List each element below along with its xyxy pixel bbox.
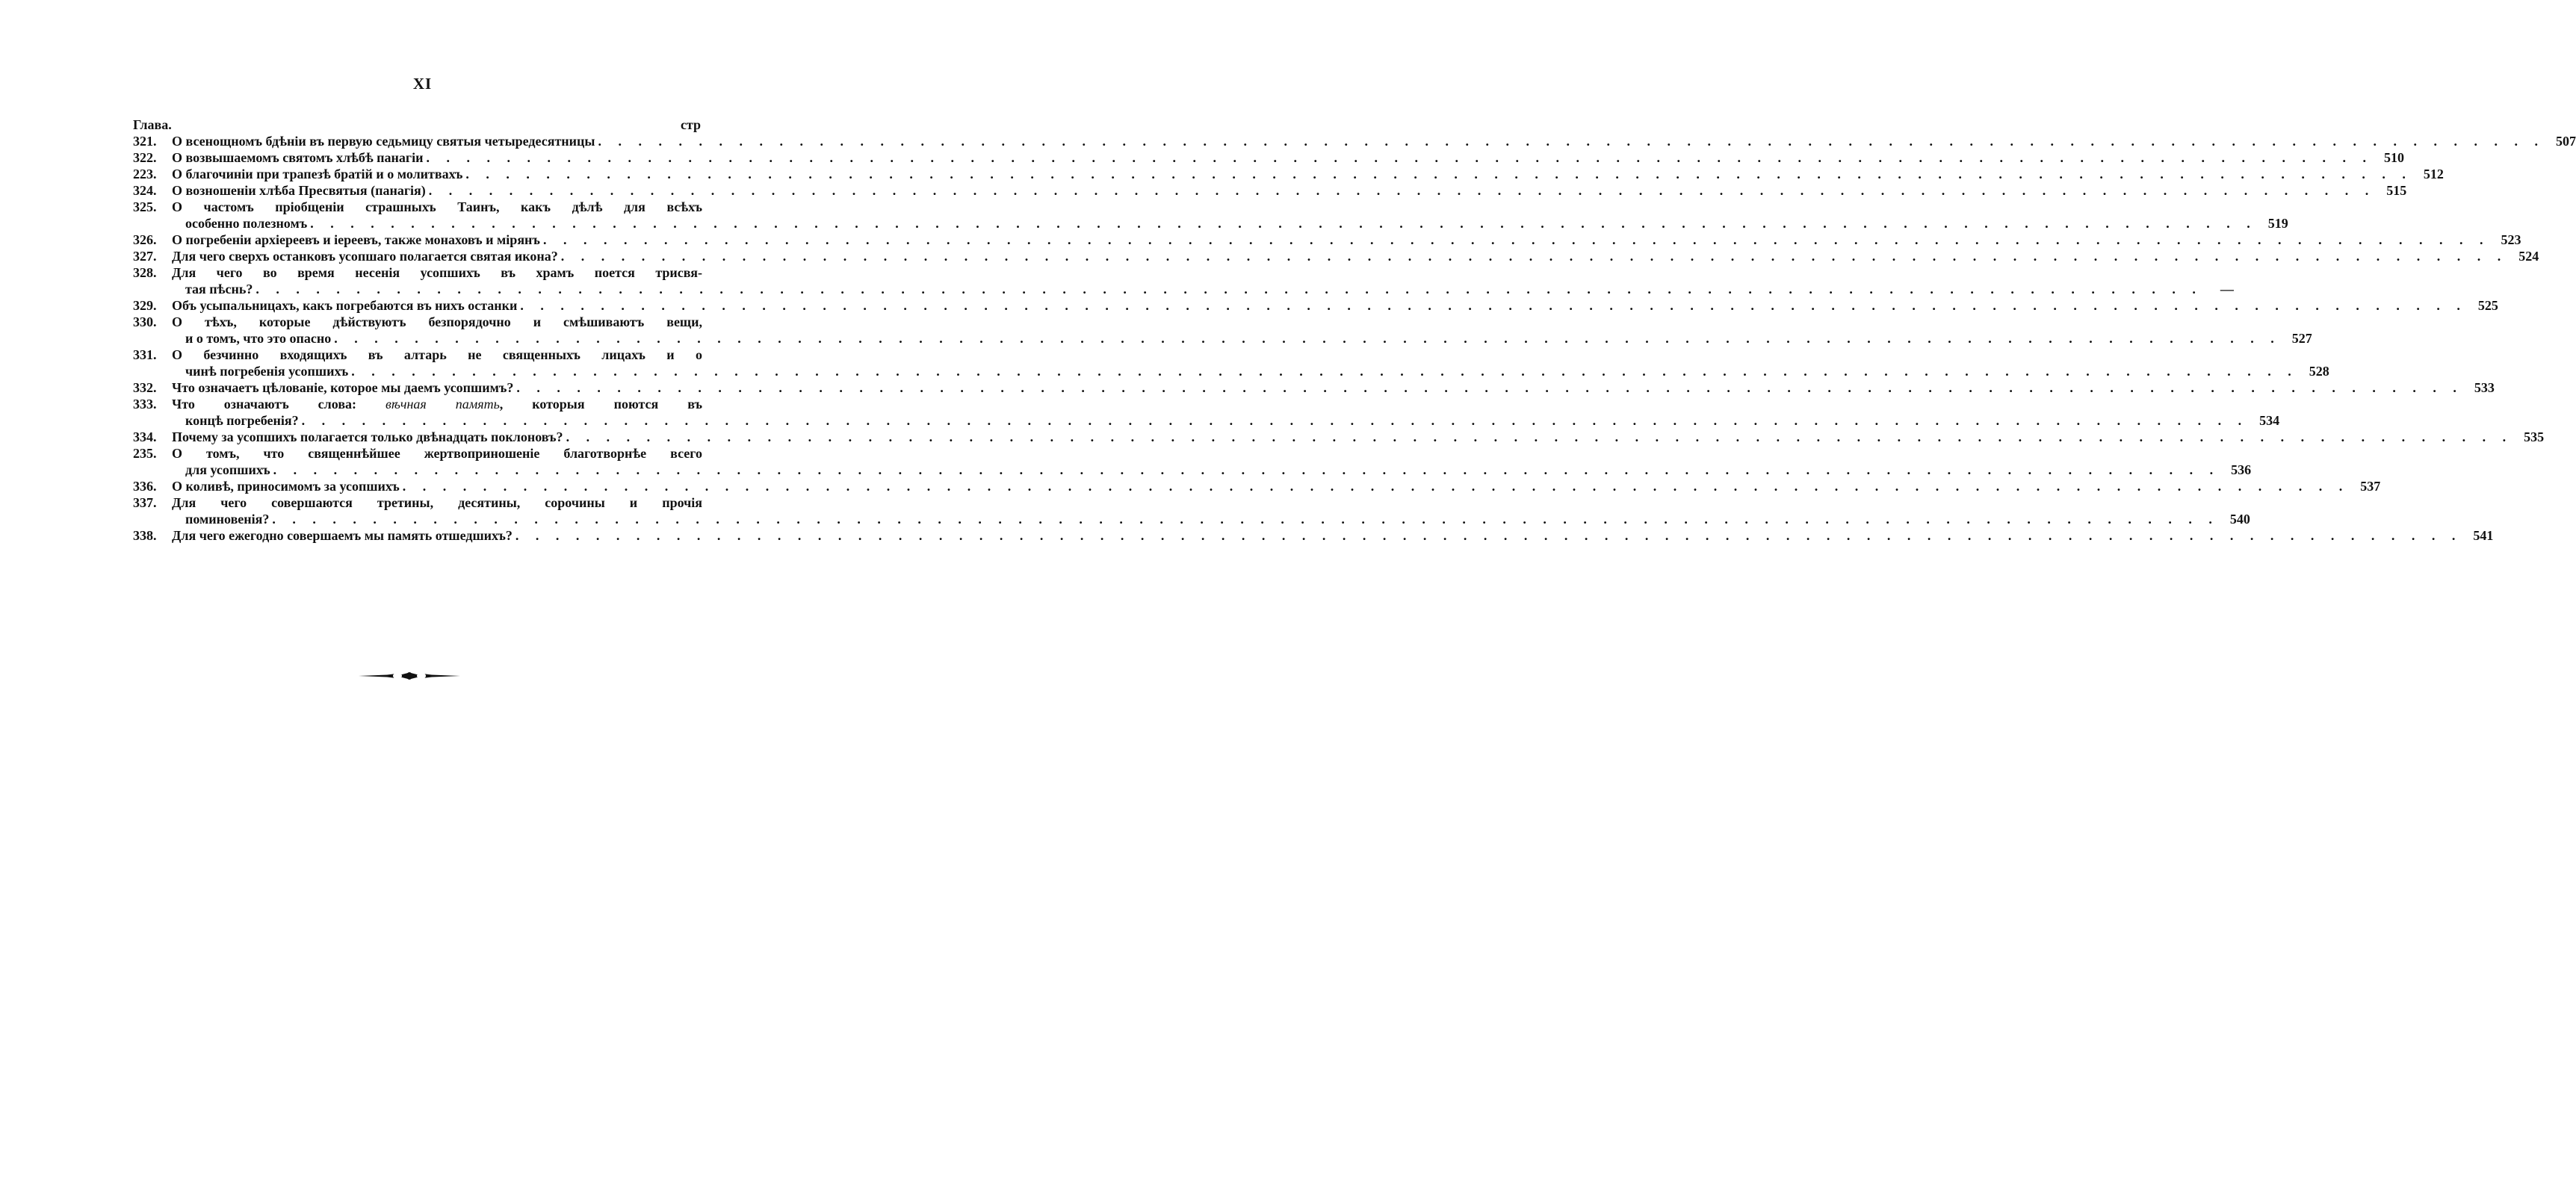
- chapter-number: 327.: [133, 249, 157, 264]
- dot-leader: [426, 182, 2379, 199]
- page-reference: 535: [2524, 429, 2545, 444]
- toc-entry: [133, 347, 2329, 379]
- title-line: [172, 297, 2498, 314]
- chapter-number: 331.: [133, 347, 157, 362]
- title-text: О погребеніи архіереевъ и іереевъ, также монаховъ и мірянъ: [172, 232, 540, 247]
- title-text: [172, 396, 702, 412]
- title-line: [172, 429, 2545, 445]
- toc-entry: [133, 199, 2288, 232]
- italic-phrase: вѣчная память: [386, 397, 500, 412]
- ornamental-divider: [357, 666, 462, 686]
- title-text: Для чего совершаются третины, десятины, сорочины и прочія: [172, 495, 702, 510]
- title-text: О томъ, что священнѣйшее жертвоприношеніе благотворнѣе всего: [172, 446, 702, 461]
- chapter-title: [172, 248, 2539, 264]
- toc-entry: [133, 248, 2539, 264]
- chapter-title: [172, 133, 2576, 149]
- page-reference: 524: [2518, 249, 2539, 264]
- title-line: [172, 445, 702, 462]
- title-text-part: Что означаютъ слова:: [172, 397, 386, 412]
- dot-leader: [558, 248, 2511, 264]
- title-line: [172, 133, 2576, 149]
- title-text: Для чего сверхъ останковъ усопшаго полагается святая икона?: [172, 249, 558, 264]
- chapter-title: [172, 379, 2495, 396]
- title-line: [172, 478, 2381, 494]
- dot-leader: [253, 281, 2205, 297]
- chapter-number: 330.: [133, 314, 157, 329]
- chapter-number: 328.: [133, 265, 157, 280]
- chapter-number: 334.: [133, 429, 157, 444]
- toc-entry: [133, 264, 2234, 297]
- chapter-number: 333.: [133, 397, 157, 412]
- page-reference: 515: [2386, 183, 2407, 198]
- title-line: [172, 149, 2404, 166]
- page-reference: —: [2220, 282, 2234, 297]
- dot-leader: [400, 478, 2353, 494]
- chapter-number: 325.: [133, 199, 157, 214]
- chapter-title: [172, 182, 2407, 199]
- title-line: [172, 363, 2329, 379]
- page-reference: 536: [2231, 462, 2252, 477]
- toc-entry: [133, 232, 2521, 248]
- title-line: [172, 264, 702, 281]
- title-text: и о томъ, что это опасно: [185, 331, 332, 346]
- dot-leader: [595, 133, 2548, 149]
- toc-entries: [133, 133, 2576, 544]
- title-line: [172, 248, 2539, 264]
- dot-leader: [462, 166, 2415, 182]
- chapter-number: 336.: [133, 479, 157, 494]
- chapter-number: 332.: [133, 380, 157, 395]
- page-reference: 537: [2360, 479, 2381, 494]
- title-text-part: , которыя поются въ: [499, 397, 703, 412]
- title-line: [172, 511, 2250, 527]
- toc-entry: [133, 494, 2250, 527]
- page-reference: 507: [2555, 134, 2576, 149]
- title-line: [172, 494, 702, 511]
- chapter-title: [172, 429, 2545, 445]
- title-line: [172, 182, 2407, 199]
- chapter-title: [172, 297, 2498, 314]
- page-reference: 512: [2423, 167, 2444, 181]
- title-text: О возвышаемомъ святомъ хлѣбѣ панагіи: [172, 150, 424, 165]
- chapter-title: [172, 314, 2312, 347]
- title-line: [172, 412, 2280, 429]
- page-reference: 534: [2259, 413, 2280, 428]
- title-text: Объ усыпальницахъ, какъ погребаются въ нихъ останки: [172, 298, 518, 313]
- dot-leader: [540, 232, 2493, 248]
- chapter-title: [172, 264, 2234, 297]
- title-line: [172, 215, 2288, 232]
- dot-leader: [348, 363, 2301, 379]
- dot-leader: [563, 429, 2516, 445]
- title-text: О частомъ пріобщеніи страшныхъ Таинъ, какъ дѣлѣ для всѣхъ: [172, 199, 702, 214]
- toc-entry: [133, 445, 2252, 478]
- toc-entry: [133, 379, 2495, 396]
- title-text: О коливѣ, приносимомъ за усопшихъ: [172, 479, 400, 494]
- chapter-number: 322.: [133, 150, 157, 165]
- title-line: [172, 379, 2495, 396]
- toc-entry: [133, 527, 2494, 544]
- chapter-title: [172, 494, 2250, 527]
- chapter-number: 223.: [133, 167, 157, 181]
- chapter-number: 235.: [133, 446, 157, 461]
- page-reference: 523: [2501, 232, 2521, 247]
- chapter-number: 338.: [133, 528, 157, 543]
- chapter-title: [172, 396, 2280, 429]
- toc-entry: [133, 182, 2407, 199]
- chapter-number: 324.: [133, 183, 157, 198]
- page-reference: 540: [2229, 512, 2250, 527]
- title-text: чинѣ погребенія усопшихъ: [185, 364, 349, 379]
- title-line: [172, 527, 2494, 544]
- chapter-number: 329.: [133, 298, 157, 313]
- chapter-title: [172, 166, 2444, 182]
- toc-entry: [133, 166, 2444, 182]
- toc-entry: [133, 149, 2404, 166]
- dot-leader: [307, 215, 2260, 232]
- chapter-column-heading: Глава.: [133, 117, 172, 132]
- title-line: [172, 199, 702, 215]
- title-text: Для чего ежегодно совершаемъ мы память отшедшихъ?: [172, 528, 513, 543]
- title-text: тая пѣснь?: [185, 282, 253, 297]
- dot-leader: [423, 149, 2376, 166]
- chapter-title: [172, 445, 2252, 478]
- toc-entry: [133, 396, 2280, 429]
- dot-leader: [270, 462, 2223, 478]
- title-text: О благочиніи при трапезѣ братій и о молитвахъ: [172, 167, 463, 181]
- title-text: концѣ погребенія?: [185, 413, 299, 428]
- title-text: О безчинно входящихъ въ алтарь не священныхъ лицахъ и о: [172, 347, 702, 362]
- toc-entry: [133, 478, 2381, 494]
- title-text: Почему за усопшихъ полагается только двѣнадцать поклоновъ?: [172, 429, 563, 444]
- page-number: XI: [412, 75, 433, 93]
- title-line: [172, 281, 2234, 297]
- title-text: для усопшихъ: [185, 462, 270, 477]
- title-line: [172, 330, 2312, 347]
- title-text: О тѣхъ, которые дѣйствуютъ безпорядочно и смѣшиваютъ вещи,: [172, 314, 702, 329]
- title-text: О всенощномъ бдѣніи въ первую седьмицу святыя четыредесятницы: [172, 134, 595, 149]
- dot-leader: [331, 330, 2284, 347]
- page-reference: 541: [2473, 528, 2494, 543]
- dot-leader: [513, 379, 2466, 396]
- dot-leader: [517, 297, 2470, 314]
- title-line: [172, 462, 2252, 478]
- toc-entry: [133, 133, 2576, 149]
- page-reference: 527: [2291, 331, 2312, 346]
- chapter-number: 321.: [133, 134, 157, 149]
- page-reference: 525: [2477, 298, 2498, 313]
- dot-leader: [513, 527, 2465, 544]
- title-text: О возношеніи хлѣба Пресвятыя (панагія): [172, 183, 426, 198]
- chapter-title: [172, 232, 2521, 248]
- chapter-title: [172, 347, 2329, 379]
- toc-entry: [133, 297, 2498, 314]
- toc-header: [133, 117, 702, 133]
- title-text: Что означаетъ цѣлованіе, которое мы даемъ усопшимъ?: [172, 380, 514, 395]
- chapter-title: [172, 527, 2494, 544]
- chapter-title: [172, 478, 2381, 494]
- title-line: [172, 232, 2521, 248]
- chapter-title: [172, 149, 2404, 166]
- title-text: поминовенія?: [185, 512, 270, 527]
- toc-entry: [133, 314, 2312, 347]
- dot-leader: [269, 511, 2222, 527]
- chapter-number: 326.: [133, 232, 157, 247]
- page-reference: 510: [2383, 150, 2404, 165]
- title-line: [172, 347, 702, 363]
- title-line: [172, 396, 702, 412]
- table-of-contents: [133, 117, 2576, 544]
- page-reference: 533: [2474, 380, 2495, 395]
- chapter-number: 337.: [133, 495, 157, 510]
- page-reference: 519: [2267, 216, 2288, 231]
- title-text: особенно полезномъ: [185, 216, 308, 231]
- dot-leader: [299, 412, 2252, 429]
- title-line: [172, 314, 702, 330]
- title-text: Для чего во время несенія усопшихъ въ храмъ поется трисвя-: [172, 265, 702, 280]
- page-column-heading: стр: [680, 117, 701, 132]
- title-line: [172, 166, 2444, 182]
- toc-entry: [133, 429, 2545, 445]
- chapter-title: [172, 199, 2288, 232]
- page-reference: 528: [2309, 364, 2329, 379]
